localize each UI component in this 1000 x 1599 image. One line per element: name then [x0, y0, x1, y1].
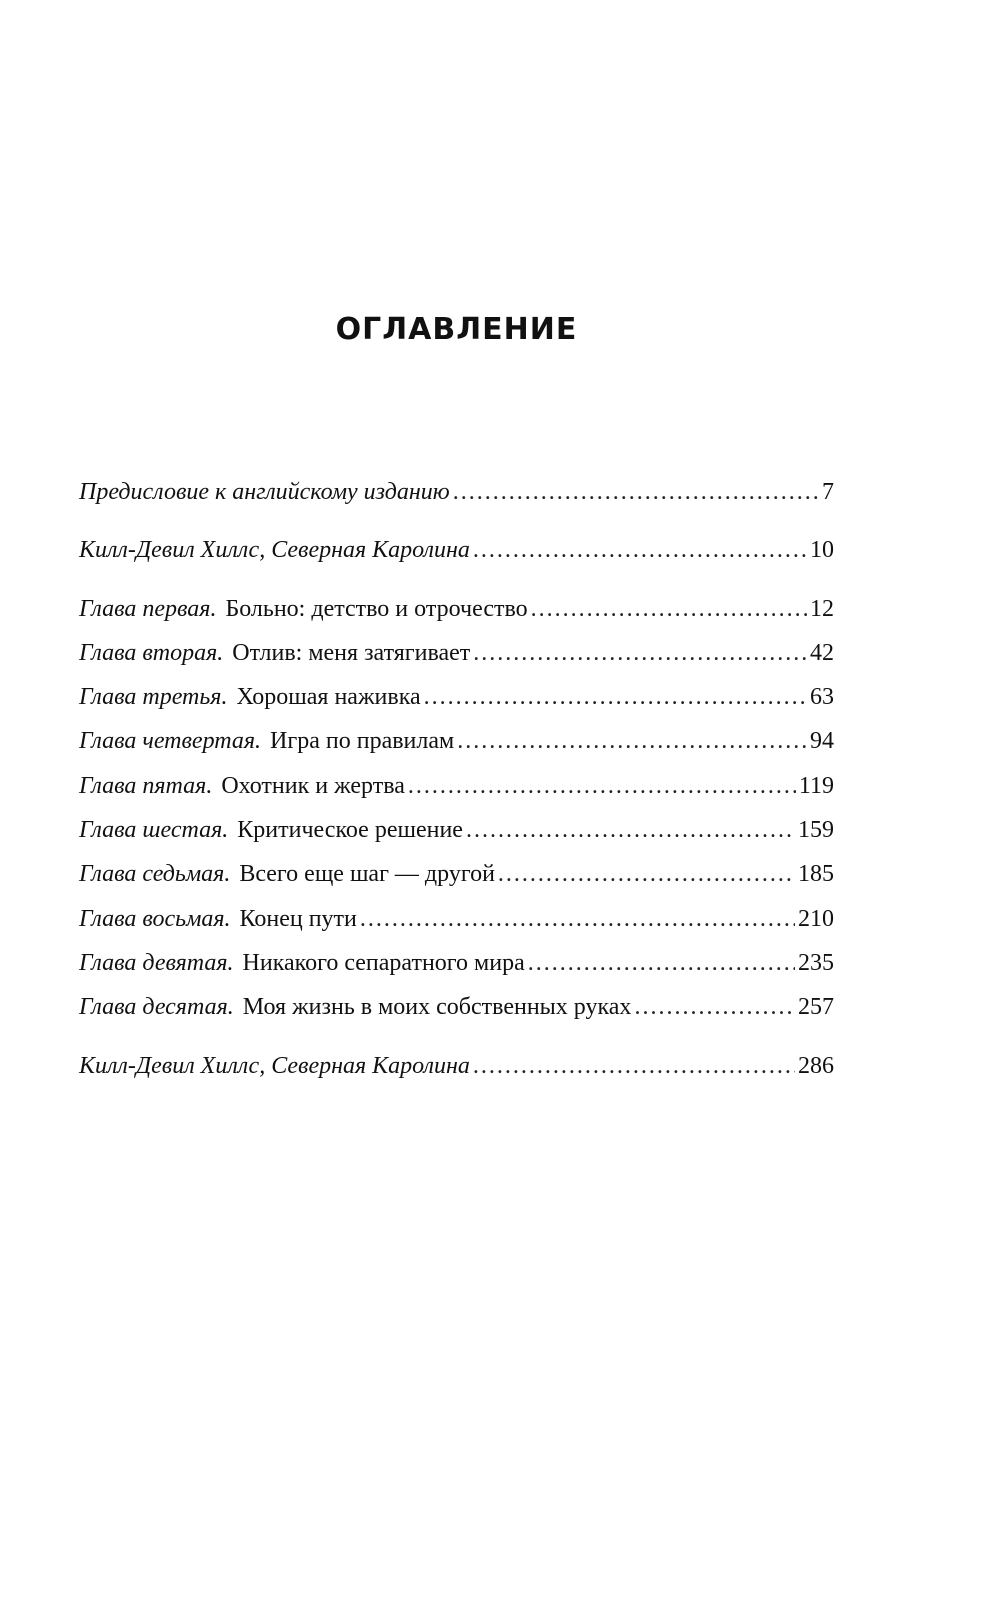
- toc-entry[interactable]: [79, 470, 834, 514]
- toc-entry-italic-title: Глава седьмая.: [79, 861, 231, 888]
- toc-entry-chapter-title: Конец пути: [239, 905, 357, 932]
- toc-entry-label: [79, 1044, 470, 1088]
- toc-entry-page-number: 235: [798, 949, 834, 976]
- table-of-contents: [79, 470, 834, 1088]
- toc-entry-italic-title: Килл-Девил Хиллс, Северная Каролина: [79, 537, 470, 564]
- toc-entry[interactable]: [79, 719, 834, 763]
- toc-entry-label: [79, 852, 495, 896]
- toc-entry-italic-title: Глава девятая.: [79, 949, 234, 976]
- toc-entry-italic-title: Глава десятая.: [79, 994, 234, 1021]
- toc-entry-italic-title: Килл-Девил Хиллс, Северная Каролина: [79, 1052, 470, 1079]
- dot-leader: [466, 808, 795, 852]
- toc-entry-chapter-title: Хорошая наживка: [236, 684, 421, 711]
- toc-entry-page-number: 185: [798, 861, 834, 888]
- toc-entry[interactable]: [79, 941, 834, 985]
- toc-entry-chapter-title: Отлив: меня затягивает: [232, 639, 471, 666]
- toc-entry-label: [79, 808, 463, 852]
- dot-leader: [531, 587, 807, 631]
- dot-leader: [424, 675, 807, 719]
- toc-entry-page-number: 63: [810, 684, 834, 711]
- toc-entry-label: [79, 631, 470, 675]
- dot-leader: [457, 719, 807, 763]
- toc-entry-chapter-title: Критическое решение: [237, 817, 463, 844]
- dot-leader: [528, 941, 795, 985]
- toc-entry-chapter-title: Никакого сепаратного мира: [242, 949, 525, 976]
- dot-leader: [408, 764, 796, 808]
- toc-entry-label: [79, 528, 470, 572]
- toc-entry-page-number: 7: [822, 479, 834, 505]
- toc-entry-page-number: 12: [810, 595, 834, 622]
- toc-entry-italic-title: Глава вторая.: [79, 639, 224, 666]
- dot-leader: [473, 631, 807, 675]
- toc-entry-italic-title: Глава третья.: [79, 684, 228, 711]
- toc-entry-label: [79, 985, 631, 1029]
- toc-entry-label: [79, 587, 528, 631]
- dot-leader: [498, 852, 795, 896]
- toc-entry-chapter-title: Моя жизнь в моих собственных руках: [242, 994, 632, 1021]
- toc-entry-label: [79, 941, 525, 985]
- toc-entry-italic-title: Глава шестая.: [79, 817, 229, 844]
- toc-entry-label: [79, 764, 405, 808]
- toc-entry-page-number: 286: [798, 1052, 834, 1079]
- toc-entry-page-number: 210: [798, 905, 834, 932]
- toc-entry-chapter-title: Игра по правилам: [270, 728, 455, 755]
- toc-entry-italic-title: Предисловие к английскому изданию: [79, 479, 450, 505]
- toc-entry[interactable]: [79, 587, 834, 631]
- toc-entry[interactable]: [79, 764, 834, 808]
- toc-entry-page-number: 159: [798, 817, 834, 844]
- toc-entry-chapter-title: Охотник и жертва: [221, 772, 405, 799]
- toc-entry[interactable]: [79, 675, 834, 719]
- toc-entry[interactable]: [79, 897, 834, 941]
- toc-entry-page-number: 257: [798, 994, 834, 1021]
- toc-entry[interactable]: [79, 852, 834, 896]
- toc-entry[interactable]: [79, 631, 834, 675]
- toc-entry-page-number: 119: [798, 772, 834, 799]
- toc-entry-italic-title: Глава первая.: [79, 595, 217, 622]
- toc-entry-label: [79, 470, 450, 514]
- dot-leader: [453, 470, 819, 514]
- toc-entry-italic-title: Глава пятая.: [79, 772, 213, 799]
- toc-entry-page-number: 42: [810, 639, 834, 666]
- toc-entry[interactable]: [79, 1044, 834, 1088]
- toc-entry-italic-title: Глава восьмая.: [79, 905, 231, 932]
- dot-leader: [473, 528, 807, 572]
- dot-leader: [473, 1044, 795, 1088]
- page-title: ОГЛАВЛЕНИЕ: [335, 312, 578, 347]
- toc-entry-label: [79, 675, 421, 719]
- toc-entry-chapter-title: Больно: детство и отрочество: [225, 595, 528, 622]
- dot-leader: [634, 985, 795, 1029]
- toc-entry[interactable]: [79, 985, 834, 1029]
- toc-entry[interactable]: [79, 528, 834, 572]
- toc-entry[interactable]: [79, 808, 834, 852]
- toc-entry-chapter-title: Всего еще шаг — другой: [239, 861, 495, 888]
- toc-entry-label: [79, 897, 357, 941]
- dot-leader: [360, 897, 795, 941]
- toc-entry-italic-title: Глава четвертая.: [79, 728, 262, 755]
- toc-entry-label: [79, 719, 454, 763]
- toc-entry-page-number: 94: [810, 728, 834, 755]
- toc-entry-page-number: 10: [810, 537, 834, 564]
